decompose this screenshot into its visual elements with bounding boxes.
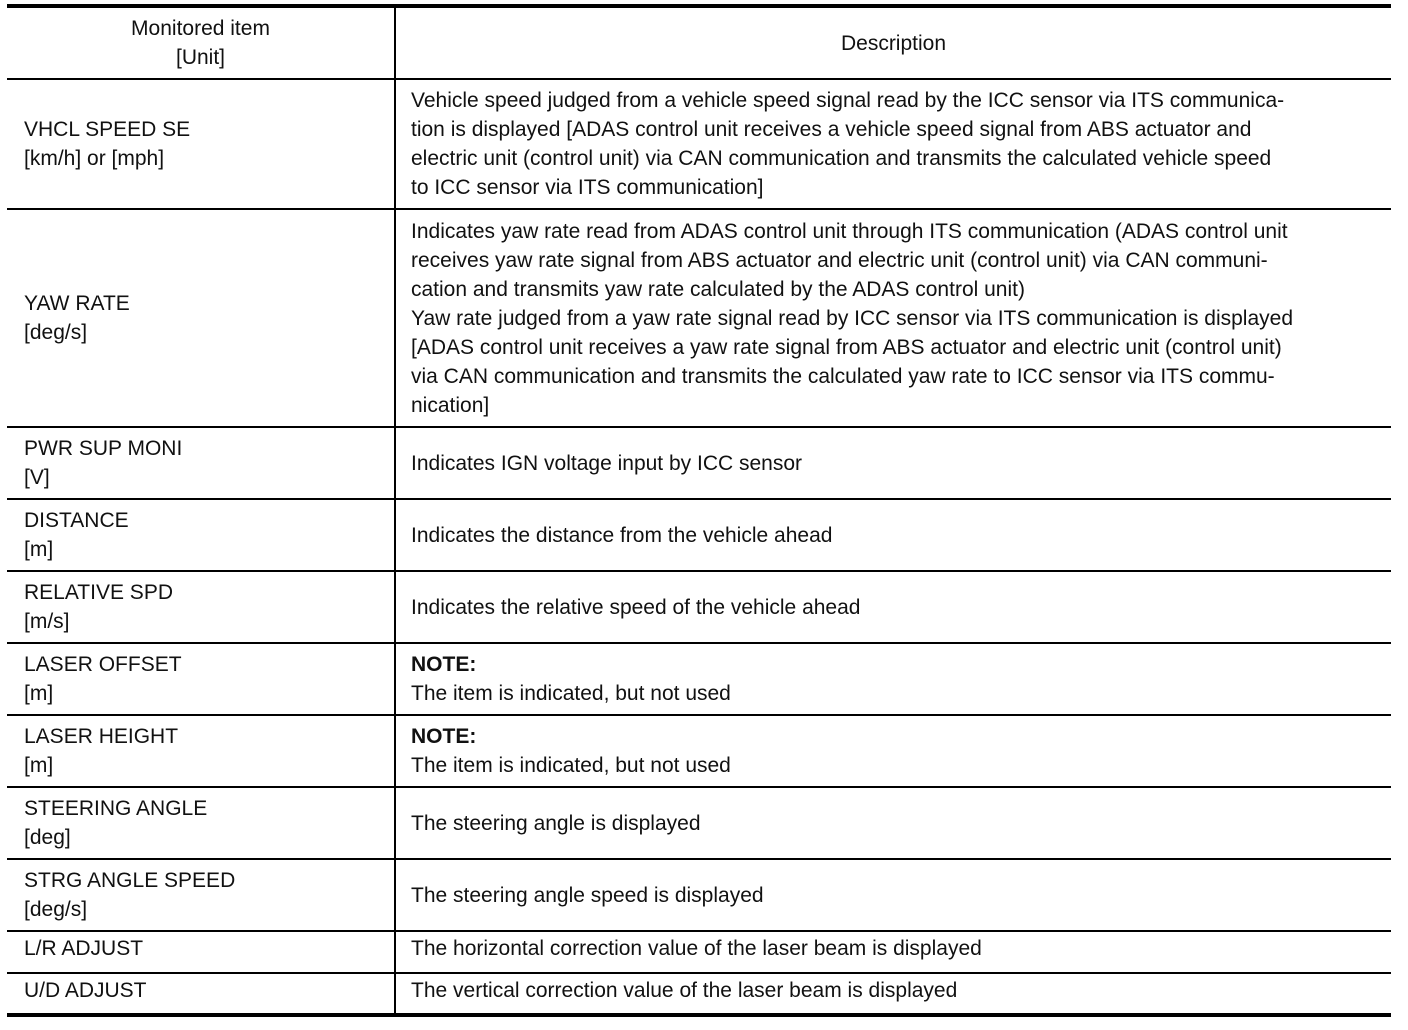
- item-name: PWR SUP MONI: [24, 437, 183, 460]
- description-cell: [395, 715, 1391, 787]
- description-column-header: [395, 6, 1391, 79]
- description-line: to ICC sensor via ITS communication]: [411, 176, 764, 199]
- description-cell: [395, 643, 1391, 715]
- monitored-item-cell: [7, 79, 395, 209]
- item-name: STEERING ANGLE: [24, 797, 208, 820]
- description-line: receives yaw rate signal from ABS actuator and electric unit (control unit) via CAN communi-: [411, 248, 1268, 272]
- item-unit: [m/s]: [24, 610, 70, 633]
- description-cell: [395, 787, 1391, 859]
- item-name: YAW RATE: [24, 292, 130, 315]
- item-unit: [deg/s]: [24, 321, 88, 344]
- item-name: LASER OFFSET: [24, 653, 182, 676]
- description-line: nication]: [411, 393, 490, 417]
- description-text: Indicates the relative speed of the vehicle ahead: [411, 595, 861, 619]
- monitored-item-cell: [7, 715, 395, 787]
- description-text: Indicates IGN voltage input by ICC sensor: [411, 451, 803, 475]
- table-body: [7, 79, 1391, 1015]
- item-name: STRG ANGLE SPEED: [24, 869, 236, 892]
- item-unit: [m]: [24, 538, 54, 561]
- item-name: LASER HEIGHT: [24, 725, 179, 748]
- description-cell: [395, 973, 1391, 1015]
- header-item-label: Monitored item: [131, 17, 270, 40]
- monitored-item-cell: [7, 973, 395, 1015]
- monitored-item-cell: [7, 931, 395, 973]
- description-cell: [395, 571, 1391, 643]
- table-row: [7, 973, 1391, 1015]
- table-row: [7, 499, 1391, 571]
- header-row: [7, 6, 1391, 79]
- item-name: DISTANCE: [24, 509, 129, 532]
- description-line: Yaw rate judged from a yaw rate signal read by ICC sensor via ITS communication is displayed: [411, 306, 1294, 330]
- table-row: [7, 79, 1391, 209]
- item-unit: [km/h] or [mph]: [24, 147, 165, 170]
- description-cell: [395, 859, 1391, 931]
- note-label: NOTE:: [411, 653, 477, 676]
- item-name: VHCL SPEED SE: [24, 118, 191, 141]
- item-name: RELATIVE SPD: [24, 581, 173, 604]
- item-unit: [V]: [24, 466, 50, 489]
- item-unit: [m]: [24, 754, 54, 777]
- table-row: [7, 715, 1391, 787]
- table-row: [7, 787, 1391, 859]
- monitored-item-cell: [7, 209, 395, 427]
- table-row: [7, 859, 1391, 931]
- description-cell: [395, 209, 1391, 427]
- header-description-label: Description: [840, 31, 947, 55]
- table-row: [7, 427, 1391, 499]
- description-line: Vehicle speed judged from a vehicle speed signal read by the ICC sensor via ITS communica-: [411, 89, 1285, 112]
- monitored-item-cell: [7, 787, 395, 859]
- description-text: The vertical correction value of the laser beam is displayed: [411, 979, 958, 1002]
- table-row: [7, 931, 1391, 973]
- description-text: The item is indicated, but not used: [411, 682, 731, 705]
- description-text: The item is indicated, but not used: [411, 754, 731, 777]
- description-cell: [395, 499, 1391, 571]
- table-row: [7, 209, 1391, 427]
- item-unit: [deg/s]: [24, 898, 88, 921]
- description-cell: [395, 427, 1391, 499]
- table-row: [7, 571, 1391, 643]
- table-header: [7, 6, 1391, 79]
- description-cell: [395, 931, 1391, 973]
- item-name: L/R ADJUST: [24, 937, 144, 960]
- monitored-item-cell: [7, 427, 395, 499]
- monitored-item-cell: [7, 499, 395, 571]
- monitored-item-cell: [7, 859, 395, 931]
- description-text: The horizontal correction value of the laser beam is displayed: [411, 937, 982, 960]
- description-line: [ADAS control unit receives a yaw rate signal from ABS actuator and electric unit (control unit): [411, 335, 1282, 359]
- item-name: U/D ADJUST: [24, 979, 147, 1002]
- item-unit: [deg]: [24, 826, 71, 849]
- monitored-item-cell: [7, 643, 395, 715]
- description-text: The steering angle is displayed: [411, 811, 701, 835]
- description-line: via CAN communication and transmits the calculated yaw rate to ICC sensor via ITS commu-: [411, 364, 1275, 388]
- table-row: [7, 643, 1391, 715]
- description-line: electric unit (control unit) via CAN communication and transmits the calculated vehicle speed: [411, 147, 1272, 170]
- item-unit: [m]: [24, 682, 54, 705]
- header-unit-label: [Unit]: [175, 46, 225, 69]
- description-line: Indicates yaw rate read from ADAS control unit through ITS communication (ADAS control unit: [411, 219, 1288, 243]
- monitored-item-column-header: [7, 6, 395, 79]
- description-line: cation and transmits yaw rate calculated by the ADAS control unit): [411, 277, 1025, 301]
- monitored-item-cell: [7, 571, 395, 643]
- description-cell: [395, 79, 1391, 209]
- monitored-items-table: [7, 4, 1391, 1017]
- description-text: Indicates the distance from the vehicle ahead: [411, 523, 833, 547]
- description-text: The steering angle speed is displayed: [411, 883, 764, 907]
- description-line: tion is displayed [ADAS control unit receives a vehicle speed signal from ABS actuator and: [411, 118, 1252, 141]
- note-label: NOTE:: [411, 725, 477, 748]
